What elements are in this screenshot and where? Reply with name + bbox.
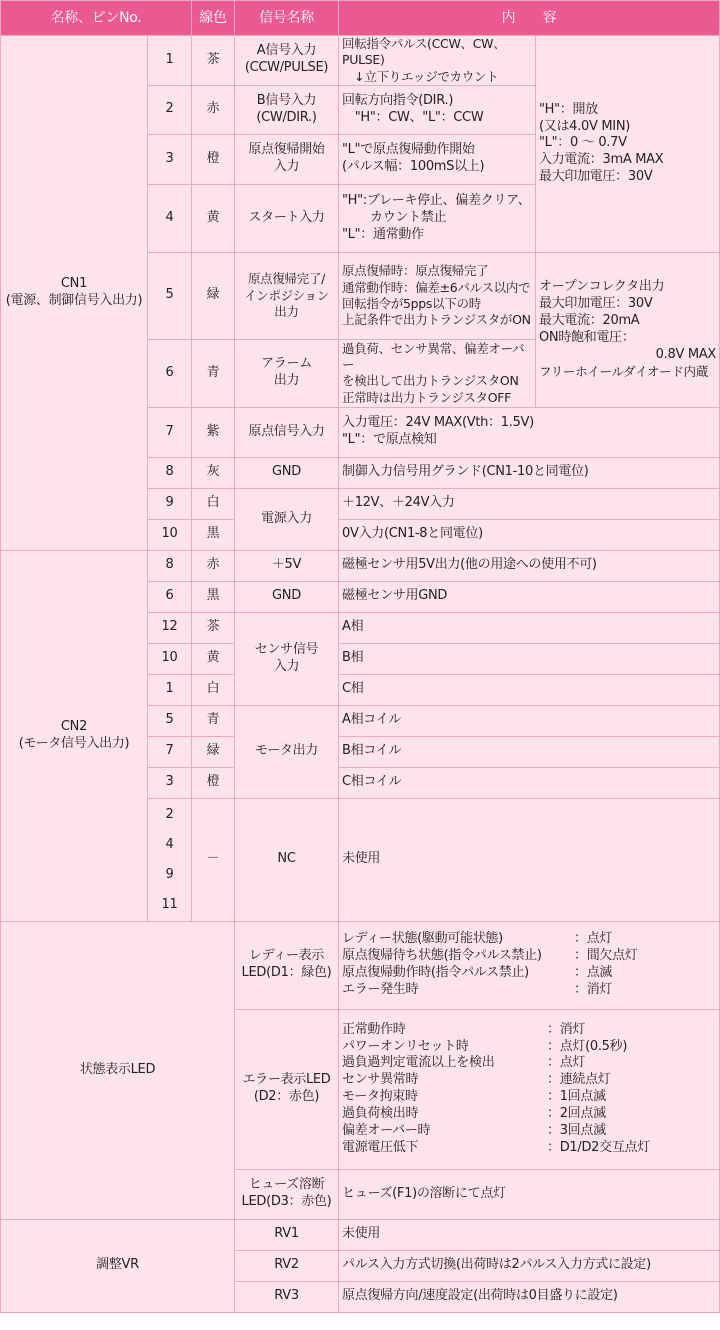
nc-pin: 11 [161, 896, 178, 912]
pin-number: 7 [148, 407, 192, 457]
pin-number: 12 [148, 612, 192, 643]
wire-color: － [192, 798, 235, 921]
led-state: 偏差オーバー時 [342, 1123, 431, 1139]
led-state-row [342, 1022, 716, 1039]
wire-color: 黒 [192, 581, 235, 612]
pin-number: 9 [148, 488, 192, 519]
vr-name: RV3 [235, 1281, 339, 1312]
led-state-row [342, 1123, 716, 1140]
pin-number: 6 [148, 339, 192, 407]
cn2-label: CN2 (モータ信号入出力) [1, 550, 148, 921]
signal-name: GND [235, 457, 339, 488]
wire-color: 黄 [192, 643, 235, 674]
pin-number: 10 [148, 519, 192, 550]
output-spec [536, 252, 720, 407]
led-action: ：3回点滅 [547, 1123, 606, 1139]
signal-name: モータ出力 [235, 705, 339, 798]
description: 制御入力信号用グランド(CN1-10と同電位) [339, 457, 720, 488]
led-action: ：D1/D2交互点灯 [547, 1139, 650, 1155]
led-state-row [342, 1055, 716, 1072]
nc-pin: 2 [165, 806, 174, 822]
description: 未使用 [339, 798, 720, 921]
wire-color: 白 [192, 674, 235, 705]
output-spec-main: オープンコレクタ出力 最大印加電圧：30V 最大電流：20mA ON時飽和電圧： [539, 279, 665, 346]
vr-name: RV1 [235, 1219, 339, 1250]
led-state: モータ拘束時 [342, 1089, 418, 1105]
description-line: カウント禁止 [370, 209, 447, 225]
led-state: 原点復帰待ち状態(指令パルス禁止) [342, 948, 542, 964]
led-state: レディー状態(駆動可能状態) [342, 931, 503, 947]
led-state-row [342, 931, 716, 948]
description: 磁極センサ用GND [339, 581, 720, 612]
wire-color: 黄 [192, 184, 235, 252]
header-name-pin: 名称、ピンNo. [1, 1, 192, 36]
description: 回転方向指令(DIR.) "H"：CW、"L"：CCW [339, 85, 536, 134]
description: ＋12V、＋24V入力 [339, 488, 720, 519]
led-state: 過負荷検出時 [342, 1106, 419, 1122]
description: C相コイル [339, 767, 720, 798]
led-state: 電源電圧低下 [342, 1139, 419, 1155]
wire-color: 橙 [192, 134, 235, 184]
wire-color: 青 [192, 339, 235, 407]
description-line: "H":ブレーキ停止、偏差クリア、 [342, 192, 531, 208]
led-action: ：2回点滅 [547, 1106, 606, 1122]
description: 0V入力(CN1-8と同電位) [339, 519, 720, 550]
nc-pin: 9 [165, 866, 174, 882]
led-action: ：点灯(0.5秒) [547, 1038, 628, 1054]
led-state-row [342, 982, 716, 999]
description: 原点復帰方向/速度設定(出荷時は0目盛りに設定) [339, 1281, 720, 1312]
wire-color: 灰 [192, 457, 235, 488]
cn1-label: CN1 (電源、制御信号入出力) [1, 36, 148, 551]
pin-number: 8 [148, 550, 192, 581]
pin-number: 1 [148, 36, 192, 86]
header-content: 内 容 [339, 1, 720, 36]
description: A相コイル [339, 705, 720, 736]
pin-number: 3 [148, 767, 192, 798]
pin-number: 6 [148, 581, 192, 612]
wire-color: 紫 [192, 407, 235, 457]
output-spec-tail: フリーホイールダイオード内蔵 [539, 363, 708, 379]
input-spec: "H"：開放 (又は4.0V MIN) "L"：0 ～ 0.7V 入力電流：3mA MAX 最大印加電圧：30V [536, 36, 720, 253]
header-wire-color: 線色 [192, 1, 235, 36]
description [339, 184, 536, 252]
description: C相 [339, 674, 720, 705]
description: B相コイル [339, 736, 720, 767]
led-label: 状態表示LED [1, 921, 235, 1219]
description: 磁極センサ用5V出力(他の用途への使用不可) [339, 550, 720, 581]
signal-name: 原点復帰開始 入力 [235, 134, 339, 184]
led-action: ：連続点灯 [547, 1072, 611, 1088]
wire-color: 白 [192, 488, 235, 519]
vr-label: 調整VR [1, 1219, 235, 1312]
description: 回転指令パルス(CCW、CW、PULSE) ↓立下りエッジでカウント [339, 36, 536, 86]
pin-number: 5 [148, 252, 192, 339]
signal-name: 原点信号入力 [235, 407, 339, 457]
led-state-row [342, 1089, 716, 1106]
signal-name: アラーム 出力 [235, 339, 339, 407]
led-action: ：点灯 [574, 931, 613, 947]
description: A相 [339, 612, 720, 643]
led-action: ：点灯 [547, 1055, 586, 1071]
led-state: 正常動作時 [342, 1021, 406, 1037]
signal-name: 電源入力 [235, 488, 339, 550]
led-action: ：点滅 [574, 965, 613, 981]
led-state: 過負過判定電流以上を検出 [342, 1055, 495, 1071]
signal-name: ＋5V [235, 550, 339, 581]
ready-led-states [339, 921, 720, 1009]
wire-color: 橙 [192, 767, 235, 798]
pin-number: 1 [148, 674, 192, 705]
description: 原点復帰時：原点復帰完了 通常動作時：偏差±6パルス以内で 回転指令が5pps以下の時 上記条件で出力トランジスタがON [339, 252, 536, 339]
led-state-row [342, 1072, 716, 1089]
fuse-led-name: ヒューズ溶断 LED(D3：赤色) [235, 1169, 339, 1219]
led-state-row [342, 1140, 716, 1157]
table-row [1, 921, 720, 1009]
error-led-states [339, 1009, 720, 1169]
pin-number: 10 [148, 643, 192, 674]
description: "L"で原点復帰動作開始 (パルス幅：100mS以上) [339, 134, 536, 184]
signal-name: A信号入力 (CCW/PULSE) [235, 36, 339, 86]
pin-number: 7 [148, 736, 192, 767]
description: 入力電圧：24V MAX(Vth：1.5V) "L"：で原点検知 [339, 407, 720, 457]
pin-number: 4 [148, 184, 192, 252]
led-action: ：消灯 [547, 1021, 586, 1037]
led-state: センサ異常時 [342, 1072, 419, 1088]
error-led-name: エラー表示LED (D2：赤色) [235, 1009, 339, 1169]
wire-color: 緑 [192, 736, 235, 767]
description-line: "L"：通常動作 [342, 226, 424, 242]
wire-color: 茶 [192, 36, 235, 86]
wire-color: 赤 [192, 550, 235, 581]
pin-number: 8 [148, 457, 192, 488]
pin-number: 2 [148, 85, 192, 134]
description: パルス入力方式切換(出荷時は2パルス入力方式に設定) [339, 1250, 720, 1281]
wire-color: 茶 [192, 612, 235, 643]
led-action: ：間欠点灯 [574, 948, 638, 964]
header-signal-name: 信号名称 [235, 1, 339, 36]
wire-color: 赤 [192, 85, 235, 134]
led-action: ：1回点滅 [547, 1089, 606, 1105]
nc-pin-list [148, 798, 192, 921]
vr-name: RV2 [235, 1250, 339, 1281]
description: ヒューズ(F1)の溶断にて点灯 [339, 1169, 720, 1219]
signal-name: センサ信号 入力 [235, 612, 339, 705]
description: 過負荷、センサ異常、偏差オーバー を検出して出力トランジスタON 正常時は出力トランジスタOFF [339, 339, 536, 407]
table-row [1, 36, 720, 86]
pin-number: 5 [148, 705, 192, 736]
led-state-row [342, 965, 716, 982]
table-row [1, 1219, 720, 1250]
wire-color: 緑 [192, 252, 235, 339]
led-state-row [342, 948, 716, 965]
wire-color: 青 [192, 705, 235, 736]
output-spec-value: 0.8V MAX [655, 346, 716, 362]
pin-number: 3 [148, 134, 192, 184]
led-state: パワーオンリセット時 [342, 1038, 469, 1054]
nc-pin: 4 [165, 836, 174, 852]
header-row [1, 1, 720, 36]
signal-name: スタート入力 [235, 184, 339, 252]
wire-color: 黒 [192, 519, 235, 550]
led-state-row [342, 1106, 716, 1123]
led-state: 原点復帰動作時(指令パルス禁止) [342, 965, 529, 981]
led-state: エラー発生時 [342, 982, 419, 998]
ready-led-name: レディー表示 LED(D1：緑色) [235, 921, 339, 1009]
signal-name: NC [235, 798, 339, 921]
led-state-row [342, 1039, 716, 1056]
description: B相 [339, 643, 720, 674]
table-row [1, 550, 720, 581]
signal-name: 原点復帰完了/ インポジション出力 [235, 252, 339, 339]
signal-name: GND [235, 581, 339, 612]
description: 未使用 [339, 1219, 720, 1250]
signal-name: B信号入力 (CW/DIR.) [235, 85, 339, 134]
led-action: ：消灯 [574, 982, 613, 998]
